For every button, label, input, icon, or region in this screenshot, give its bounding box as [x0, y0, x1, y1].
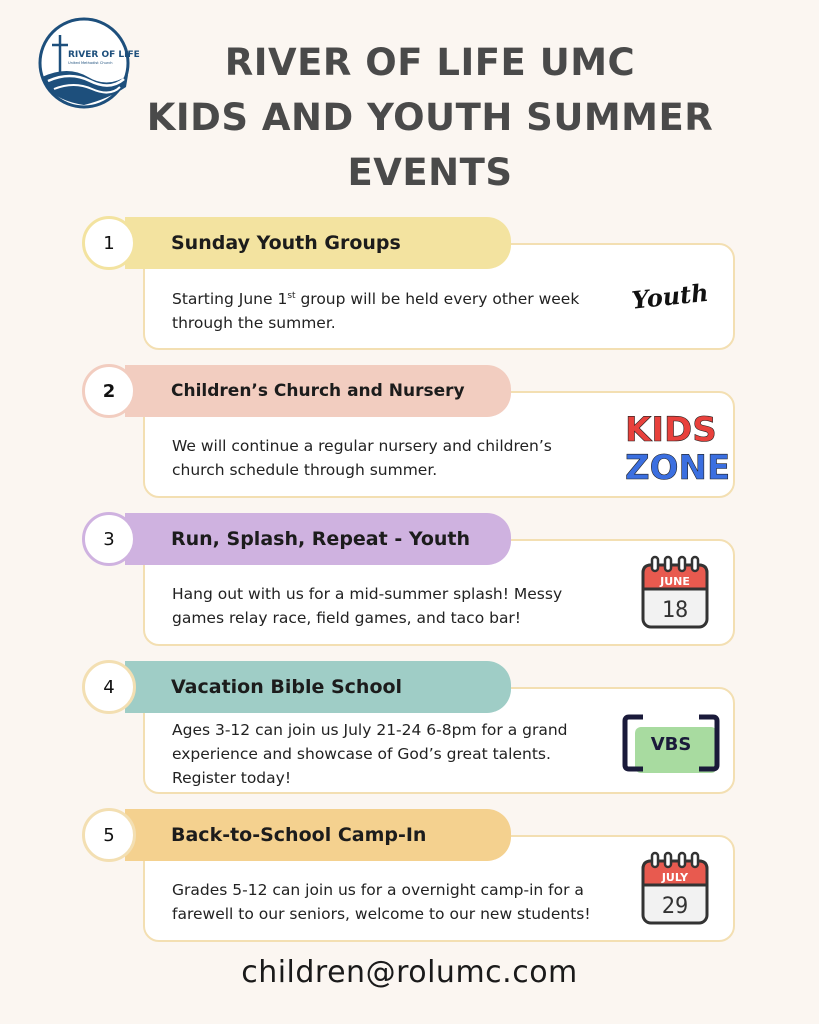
event-title-bar-3	[125, 513, 511, 565]
kids-zone-icon	[623, 407, 731, 488]
title-line-2: KIDS AND YOUTH SUMMER	[146, 96, 714, 139]
svg-text:18: 18	[661, 598, 689, 623]
event-title-bar-1	[125, 217, 511, 269]
event-description: Ages 3-12 can join us July 21-24 6-8pm for a grand experience and showcase of God’s great talents. Register today!	[172, 720, 568, 787]
event-number-1: 1	[82, 216, 136, 270]
svg-text:JULY: JULY	[661, 871, 689, 884]
page-title	[100, 35, 760, 200]
event-description: Hang out with us for a mid-summer splash! Messy games relay race, field games, and taco bar!	[172, 584, 563, 627]
logo-subtext: United Methodist Church	[68, 61, 113, 65]
event-description: We will continue a regular nursery and children’s church schedule through summer.	[172, 436, 552, 479]
event-description: Starting June 1st group will be held every other week through the summer.	[172, 290, 580, 333]
youth-script-icon	[628, 277, 718, 319]
event-description: Grades 5-12 can join us for a overnight camp-in for a farewell to our seniors, welcome to our new students!	[172, 880, 591, 923]
svg-text:Youth: Youth	[630, 277, 710, 315]
title-line-3: EVENTS	[347, 151, 513, 194]
event-number-3: 3	[82, 512, 136, 566]
svg-text:JUNE: JUNE	[660, 575, 690, 588]
logo-text: RIVER OF LIFE	[68, 50, 140, 60]
event-title-bar-5	[125, 809, 511, 861]
svg-text:ZONE: ZONE	[625, 448, 731, 488]
event-title: Run, Splash, Repeat - Youth	[171, 528, 471, 550]
calendar-icon	[640, 851, 710, 927]
event-title: Back-to-School Camp-In	[171, 824, 427, 846]
svg-text:KIDS: KIDS	[625, 410, 717, 450]
event-title: Children’s Church and Nursery	[171, 381, 465, 401]
event-title: Vacation Bible School	[171, 676, 403, 698]
contact-email[interactable]: children@rolumc.com	[241, 955, 578, 990]
svg-text:VBS: VBS	[650, 734, 692, 755]
event-title: Sunday Youth Groups	[171, 232, 401, 254]
calendar-icon	[640, 555, 710, 631]
event-number-5: 5	[82, 808, 136, 862]
title-line-1: RIVER OF LIFE UMC	[224, 41, 636, 84]
event-number-4: 4	[82, 660, 136, 714]
vbs-icon	[623, 713, 719, 775]
event-title-bar-4	[125, 661, 511, 713]
event-number-2: 2	[82, 364, 136, 418]
event-title-bar-2	[125, 365, 511, 417]
svg-text:29: 29	[661, 894, 689, 919]
